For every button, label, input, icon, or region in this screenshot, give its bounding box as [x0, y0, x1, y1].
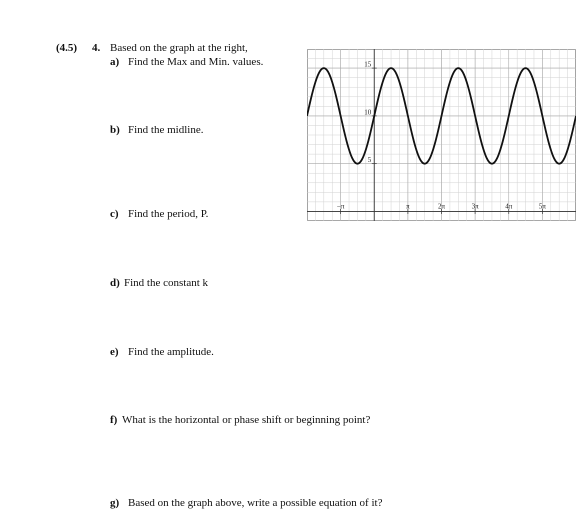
y-tick-label: 10	[364, 108, 372, 117]
x-tick-label: π	[406, 202, 410, 211]
section-number: (4.5)	[56, 42, 78, 54]
question-e-text: Find the amplitude.	[128, 346, 214, 358]
question-d-letter: d)	[110, 277, 120, 289]
x-tick-label: 4π	[505, 202, 513, 211]
question-d-text: Find the constant k	[124, 277, 209, 289]
question-g-text: Based on the graph above, write a possible equation of it?	[128, 497, 383, 509]
question-f-text: What is the horizontal or phase shift or beginning point?	[122, 414, 371, 426]
y-tick-label: 15	[364, 60, 372, 69]
question-a-text: Find the Max and Min. values.	[128, 56, 264, 68]
x-tick-label: −π	[336, 202, 345, 211]
question-b-letter: b)	[110, 124, 120, 136]
question-e-letter: e)	[110, 346, 119, 358]
question-b-text: Find the midline.	[128, 124, 204, 136]
sine-graph	[307, 49, 576, 221]
question-g-letter: g)	[110, 497, 120, 509]
x-tick-label: 2π	[437, 202, 446, 211]
question-a-letter: a)	[110, 56, 120, 68]
question-c-letter: c)	[110, 208, 119, 220]
x-tick-label: 3π	[471, 202, 479, 211]
problem-intro: Based on the graph at the right,	[110, 42, 248, 54]
question-c-text: Find the period, P.	[128, 208, 209, 220]
problem-number: 4.	[92, 42, 101, 54]
x-tick-label: 5π	[538, 202, 546, 211]
y-tick-label: 5	[367, 156, 372, 165]
question-f-letter: f)	[110, 414, 118, 426]
